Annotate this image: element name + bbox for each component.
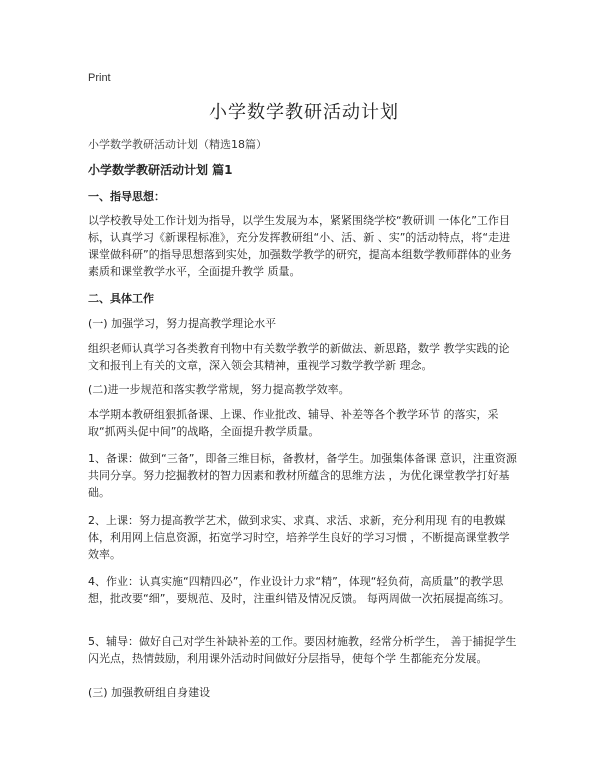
print-link[interactable]: Print [88, 72, 111, 84]
paragraph-routine: 本学期本教研组狠抓备课、上课、作业批改、辅导、补差等各个教学环节 的落实，采取“抓两头促中间”的战略，全面提升教学质量。 [88, 408, 499, 438]
page-title: 小学数学教研活动计划 [209, 102, 399, 123]
paragraph-class: 2、上课：努力提高教学艺术，做到求实、求真、求活、求新，充分利用现 有的电教媒体，利用网上信息资源，拓宽学习时空，培养学生良好的学习习惯 ，不断提高课堂教学效率。 [88, 514, 510, 561]
paragraph-tutoring: 5、辅导：做好自己对学生补缺补差的工作。要因材施教，经常分析学生， 善于捕捉学生闪光点，热情鼓励，利用课外活动时间做好分层指导，使每个学 生都能充分发展。 [88, 635, 517, 665]
heading-specific-work: 二、具体工作 [88, 292, 154, 305]
paragraph-study: 组织老师认真学习各类教育刊物中有关数学教学的新做法、新思路，数学 教学实践的论文和报刊上有关的文章，深入领会其精神，重视学习数学教学新 理念。 [88, 342, 510, 372]
subheading-group-building: (三) 加强教研组自身建设 [88, 686, 211, 699]
paragraph-guiding-thought: 以学校教导处工作计划为指导，以学生发展为本，紧紧围绕学校“教研训 一体化”工作目标，认真学习《新课程标准》，充分发挥教研组“小、活、新 、实”的活动特点，将“走进课堂做科研”的指导思想落到实处，加强数学教学的研究，提高本组数学教师群体的业务素质和课堂教学水平，全面提升教学 质量。 [88, 214, 512, 278]
paragraph-homework: 4、作业：认真实施“四精四必”，作业设计力求“精”，体现“轻负荷，高质量”的教学思想，批改要“细”，要规范、及时，注重纠错及情况反馈。 每两周做一次拓展提高练习。 [88, 575, 510, 605]
subheading-study: (一) 加强学习，努力提高教学理论水平 [88, 317, 277, 330]
heading-guiding-thought: 一、指导思想： [88, 190, 165, 203]
document-subtitle: 小学数学教研活动计划（精选18篇） [88, 138, 267, 151]
subheading-routine: (二)进一步规范和落实教学常规，努力提高教学效率。 [88, 383, 350, 396]
paragraph-lesson-prep: 1、备课：做到“三备”，即备三维目标，备教材，备学生。加强集体备课 意识，注重资源共同分享。努力挖掘教材的智力因素和教材所蕴含的思维方法 ，为优化课堂教学打好基础。 [88, 452, 517, 499]
section-title: 小学数学教研活动计划 篇1 [88, 163, 233, 177]
